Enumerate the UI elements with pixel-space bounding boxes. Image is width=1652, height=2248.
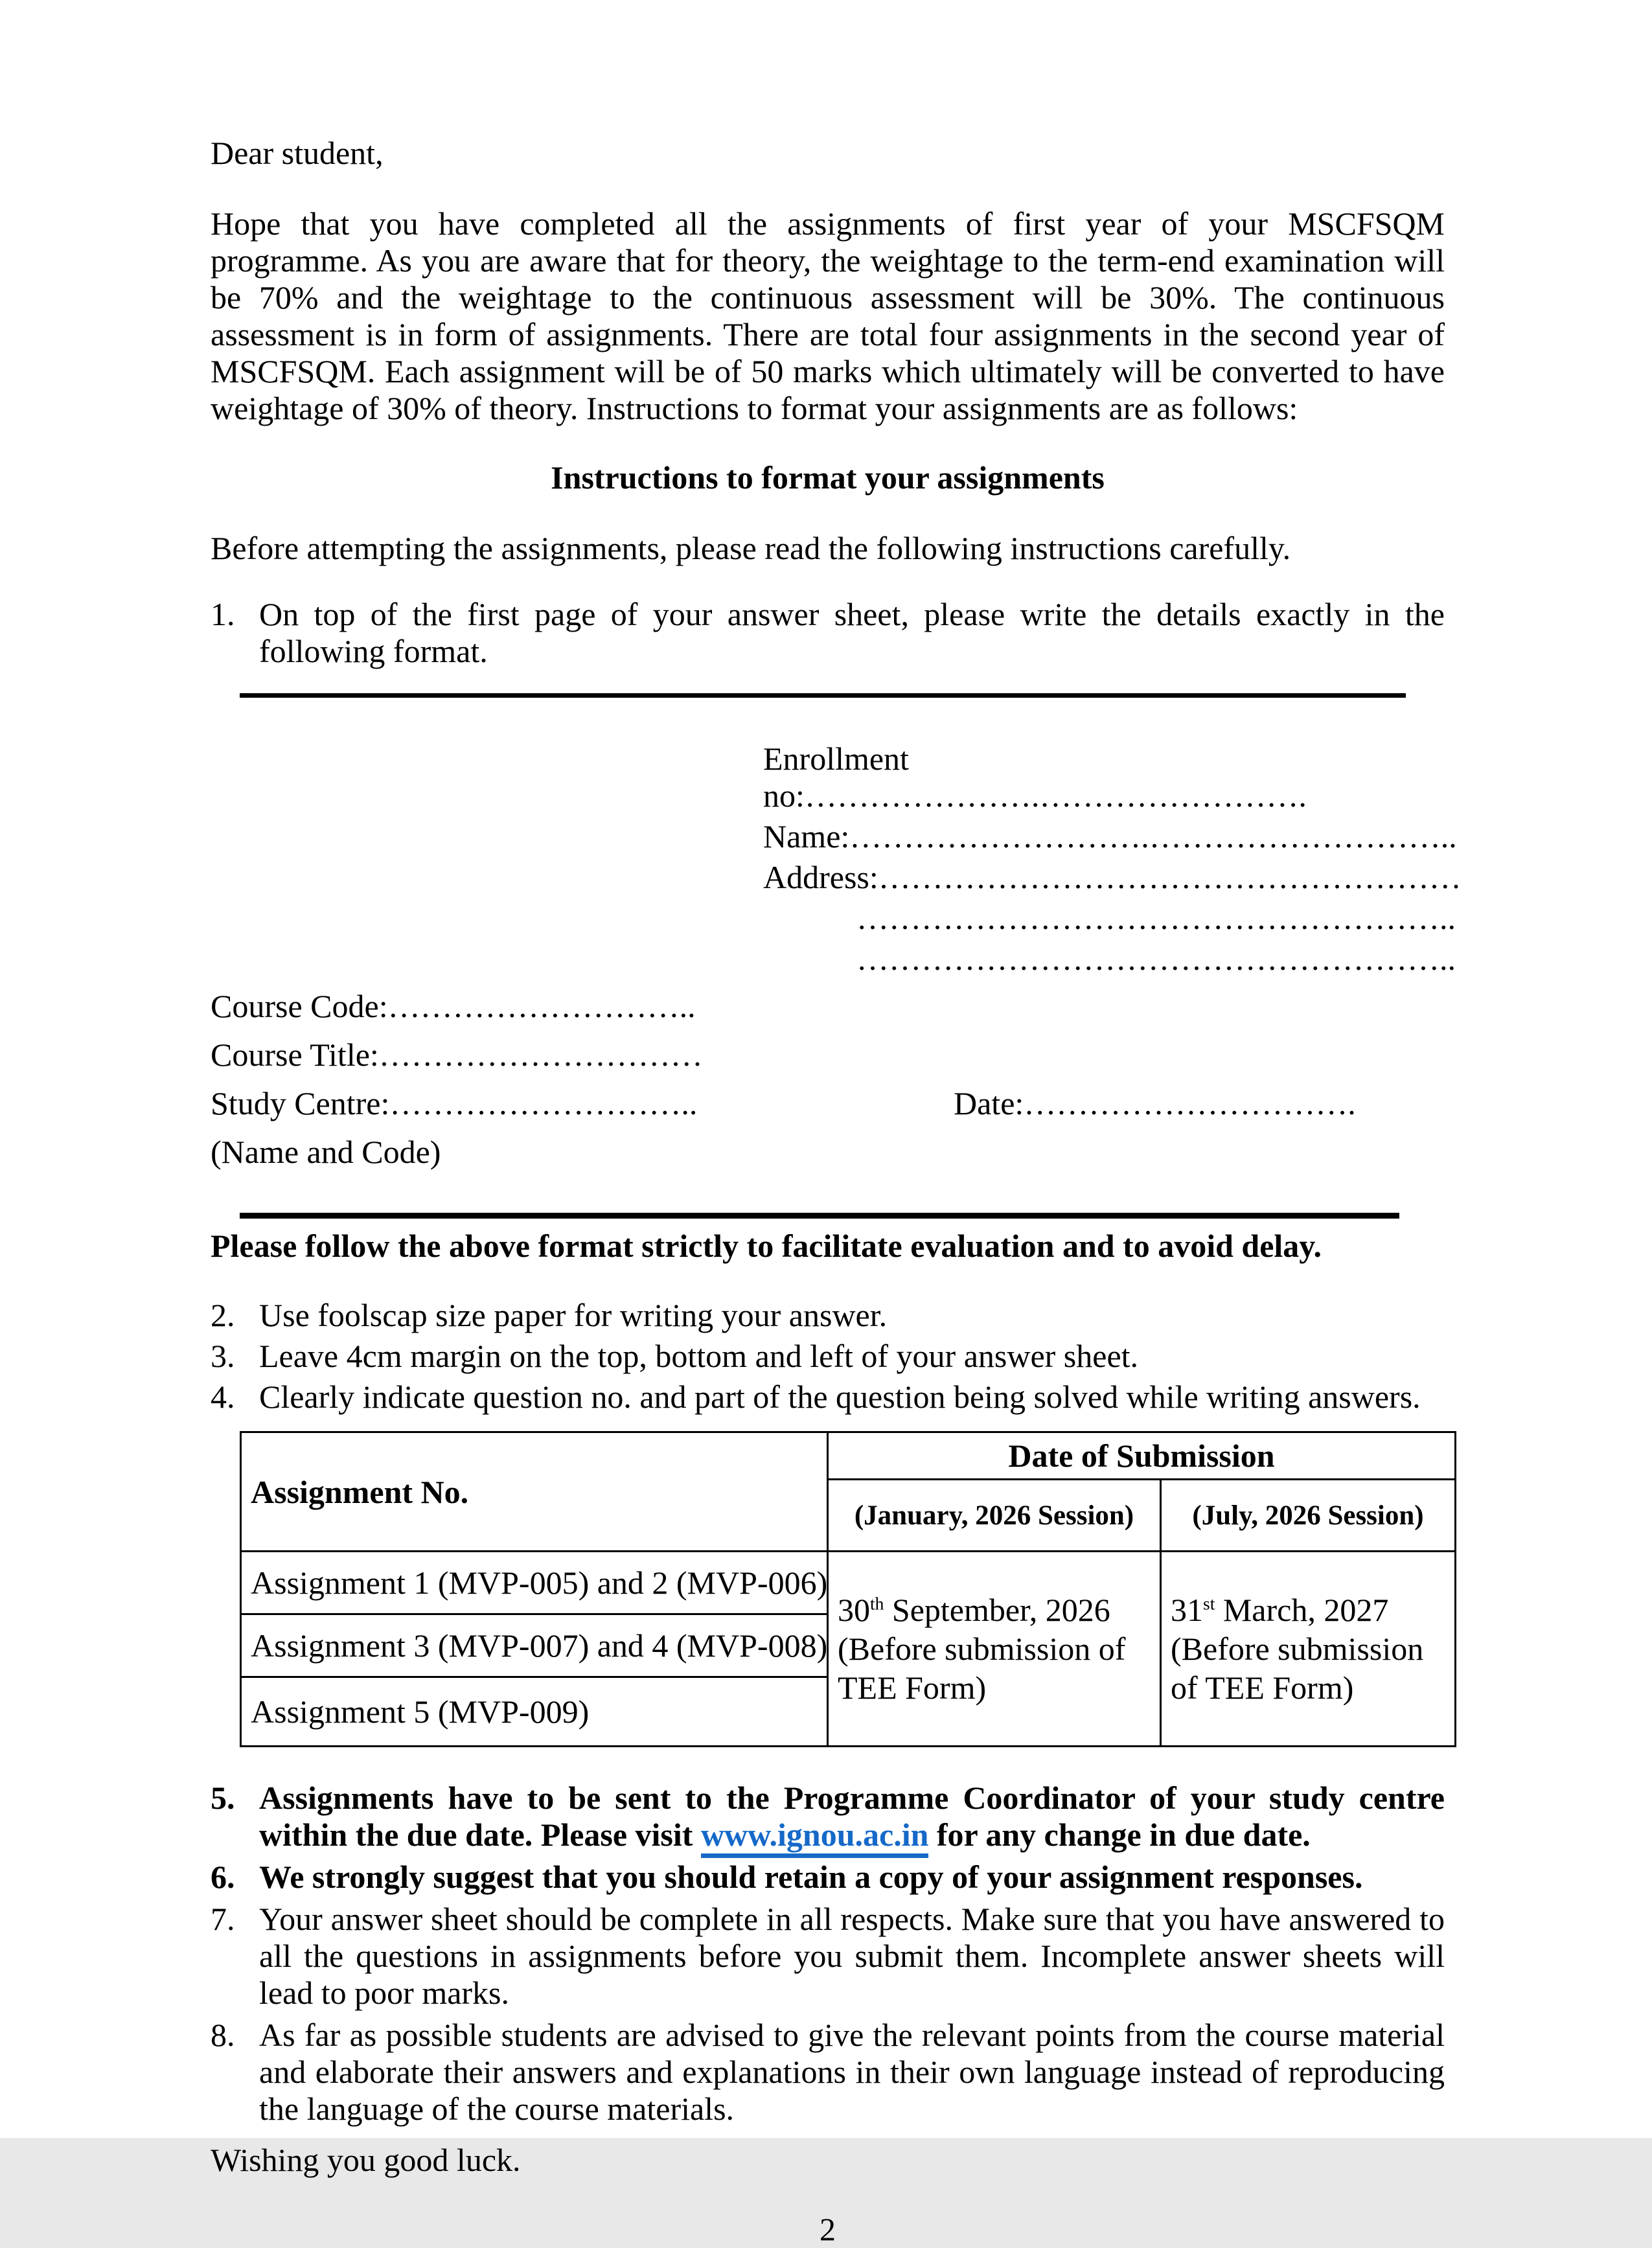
instruction-item-5 xyxy=(211,1780,1445,1853)
instruction-item-7 xyxy=(211,1901,1445,2012)
assignment-row-2-cell: Assignment 3 (MVP-007) and 4 (MVP-008) xyxy=(241,1614,828,1677)
due-date-day: 30 xyxy=(838,1592,870,1628)
item-text-before-link: Assignments have to be sent to the Programme Coordinator of your study centre within the due date. Please visit xyxy=(259,1780,1445,1853)
enrollment-no-line: Enrollment no:………………….……………………. xyxy=(763,740,1307,814)
item-text: Clearly indicate question no. and part of the question being solved while writing answers. xyxy=(259,1379,1421,1415)
instruction-item-1 xyxy=(211,596,1445,670)
section-heading: Instructions to format your assignments xyxy=(551,459,1105,496)
date-of-submission-header-cell: Date of Submission xyxy=(828,1432,1456,1480)
item-number: 4. xyxy=(211,1379,235,1415)
due-date-month: September, 2026 xyxy=(884,1592,1110,1628)
closing-line: Wishing you good luck. xyxy=(211,2142,521,2178)
pre-instructions-note: Before attempting the assignments, please read the following instructions carefully. xyxy=(211,530,1291,566)
item-number: 7. xyxy=(211,1901,235,1937)
date-line: Date:…………………………. xyxy=(954,1085,1356,1121)
item-text xyxy=(259,1780,1445,1853)
course-details-block xyxy=(211,988,1445,1171)
item-number: 6. xyxy=(211,1859,235,1895)
instruction-item-4 xyxy=(211,1379,1445,1416)
name-line: Name:……………………….……………………….. xyxy=(763,818,1457,854)
answer-sheet-format-block xyxy=(211,740,1462,1171)
instruction-item-3 xyxy=(211,1338,1445,1375)
course-title-line: Course Title:………………………… xyxy=(211,1037,703,1073)
item-text: Use foolscap size paper for writing your answer. xyxy=(259,1297,888,1333)
horizontal-rule-bottom xyxy=(240,1213,1399,1219)
student-details-block xyxy=(763,740,1462,978)
address-continuation-line: ……………………………………………….. xyxy=(856,900,1456,936)
ignou-website-link[interactable]: www.ignou.ac.in xyxy=(701,1817,928,1858)
address-line: Address:……………………………………………… xyxy=(763,859,1462,895)
january-due-date-cell xyxy=(828,1552,1161,1747)
assignment-row-3-cell: Assignment 5 (MVP-009) xyxy=(241,1677,828,1747)
due-date-note: (Before submission of TEE Form) xyxy=(1171,1631,1424,1706)
january-session-header-cell: (January, 2026 Session) xyxy=(828,1480,1161,1552)
assignment-row-1-cell: Assignment 1 (MVP-005) and 2 (MVP-006) xyxy=(241,1552,828,1614)
study-centre-line: Study Centre:……………………….. xyxy=(211,1085,698,1121)
item-text: We strongly suggest that you should retain a copy of your assignment responses. xyxy=(259,1859,1363,1895)
assignment-no-header-cell: Assignment No. xyxy=(241,1432,828,1552)
item-text-after-link: for any change in due date. xyxy=(928,1817,1311,1853)
salutation: Dear student, xyxy=(211,135,384,171)
item-number: 5. xyxy=(211,1780,235,1816)
instruction-item-6 xyxy=(211,1859,1445,1896)
item-number: 3. xyxy=(211,1338,235,1374)
format-warning-note: Please follow the above format strictly to facilitate evaluation and to avoid delay. xyxy=(211,1228,1322,1264)
submission-dates-table xyxy=(240,1431,1456,1747)
item-number: 2. xyxy=(211,1297,235,1333)
address-continuation-line: ……………………………………………….. xyxy=(856,941,1456,977)
due-date-note: (Before submission of TEE Form) xyxy=(838,1631,1126,1706)
due-date-day: 31 xyxy=(1171,1592,1203,1628)
july-session-header-cell: (July, 2026 Session) xyxy=(1161,1480,1456,1552)
due-date-ordinal: st xyxy=(1203,1593,1215,1614)
instruction-item-2 xyxy=(211,1297,1445,1334)
item-text: Your answer sheet should be complete in all respects. Make sure that you have answered to all the questions in assignments before you submit them. Incomplete answer sheets will lead to poor marks. xyxy=(259,1901,1445,2011)
due-date-month: March, 2027 xyxy=(1215,1592,1389,1628)
item-text: Leave 4cm margin on the top, bottom and left of your answer sheet. xyxy=(259,1338,1139,1374)
page-number: 2 xyxy=(820,2211,836,2247)
item-number: 8. xyxy=(211,2017,235,2053)
item-text: As far as possible students are advised to give the relevant points from the course material and elaborate their answers and explanations in their own language instead of reproducing the language of the course materials. xyxy=(259,2017,1445,2127)
horizontal-rule-top xyxy=(240,693,1406,698)
item-text: On top of the first page of your answer sheet, please write the details exactly in the following format. xyxy=(259,596,1445,669)
instruction-item-8 xyxy=(211,2017,1445,2128)
due-date-ordinal: th xyxy=(870,1593,884,1614)
course-code-line: Course Code:……………………….. xyxy=(211,988,696,1024)
name-and-code-label: (Name and Code) xyxy=(211,1134,441,1170)
study-centre-date-line xyxy=(211,1085,1445,1122)
item-number: 1. xyxy=(211,596,235,632)
intro-paragraph: Hope that you have completed all the assignments of first year of your MSCFSQM programme. As you are aware that for theory, the weightage to the term-end examination will be 70% and the weightage to the continuous assessment will be 30%. The continuous assessment is in form of assignments. There are total four assignments in the second year of MSCFSQM. Each assignment will be of 50 marks which ultimately will be converted to have weightage of 30% of theory. Instructions to format your assignments are as follows: xyxy=(211,205,1445,426)
july-due-date-cell xyxy=(1161,1552,1456,1747)
